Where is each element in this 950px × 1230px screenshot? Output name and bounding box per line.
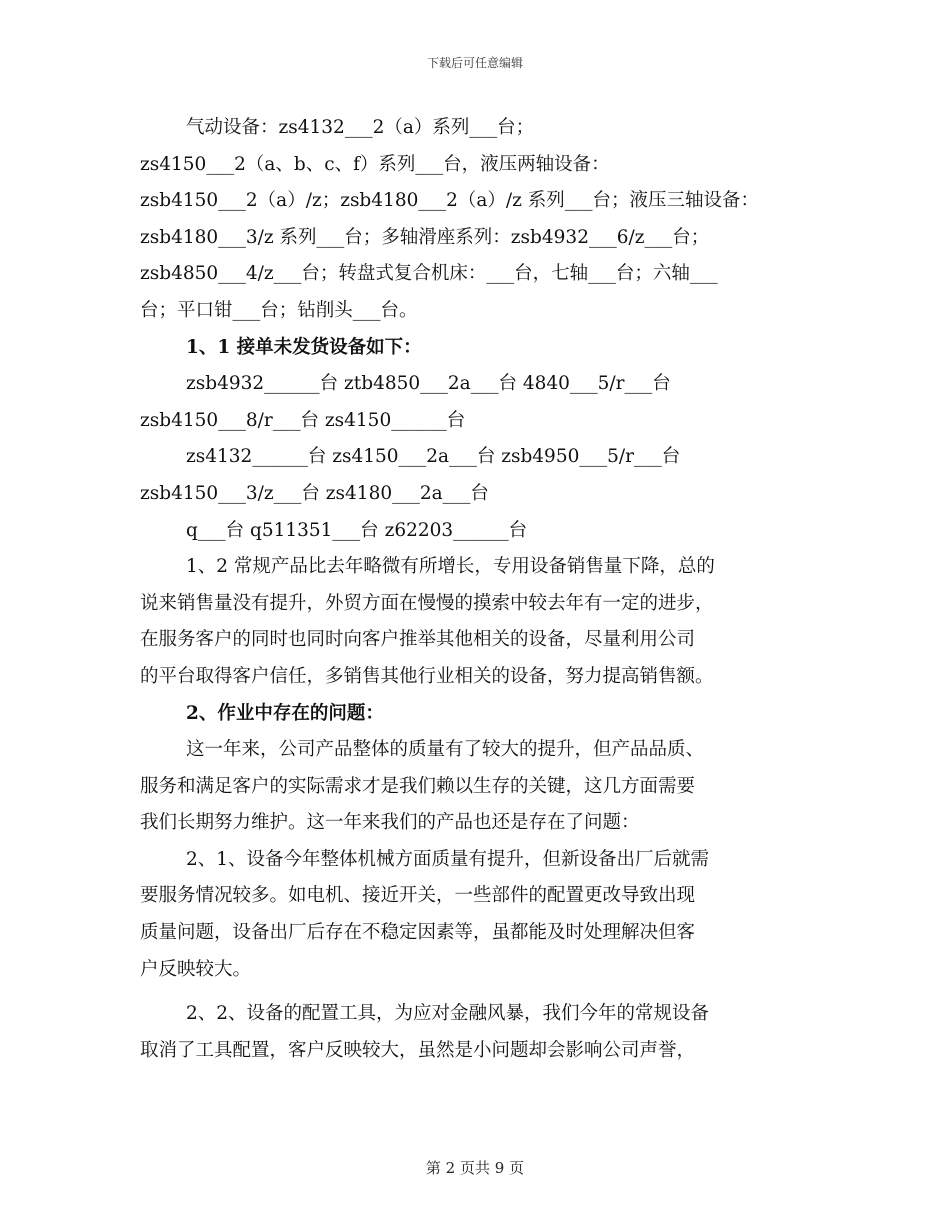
paragraph-line: q___台 q511351___台 z62203______台: [186, 519, 528, 541]
paragraph-line: 2、2、设备的配置工具，为应对金融风暴，我们今年的常规设备: [186, 1003, 710, 1025]
page-header: 下载后可任意编辑: [426, 56, 523, 70]
paragraph-line: zsb4150___8/r___台 zs4150______台: [140, 409, 466, 431]
paragraph-line: 台；平口钳___台；钻削头___台。: [140, 299, 418, 321]
paragraph-line: zsb4150___3/z___台 zs4180___2a___台: [140, 482, 489, 504]
paragraph-line: zsb4150___2（a）/z；zsb4180___2（a）/z 系列___台；液压三轴设备：: [140, 190, 760, 212]
paragraph-line: zsb4180___3/z 系列___台；多轴滑座系列：zsb4932___6/z___台；: [140, 226, 710, 248]
document-body: [140, 110, 820, 1069]
paragraph-line: 我们长期努力维护。这一年来我们的产品也还是存在了问题：: [140, 812, 640, 834]
paragraph-line: 取消了工具配置，客户反映较大，虽然是小问题却会影响公司声誉，: [140, 1039, 696, 1061]
section-heading: 1、1 接单未发货设备如下：: [186, 336, 422, 358]
paragraph-line: 质量问题，设备出厂后存在不稳定因素等，虽都能及时处理解决但客: [140, 922, 696, 944]
paragraph-line: zs4132______台 zs4150___2a___台 zsb4950___5/r___台: [186, 446, 681, 468]
paragraph-line: 2、1、设备今年整体机械方面质量有提升，但新设备出厂后就需: [186, 848, 710, 870]
paragraph-line: 的平台取得客户信任，多销售其他行业相关的设备，努力提高销售额。: [140, 665, 714, 687]
paragraph-gap: [140, 988, 820, 996]
paragraph-line: 要服务情况较多。如电机、接近开关，一些部件的配置更改导致出现: [140, 885, 696, 907]
paragraph-line: 说来销售量没有提升，外贸方面在慢慢的摸索中较去年有一定的进步，: [140, 592, 714, 614]
paragraph-line: zs4150___2（a、b、c、f）系列___台，液压两轴设备：: [140, 153, 610, 175]
paragraph-line: 服务和满足客户的实际需求才是我们赖以生存的关键，这几方面需要: [140, 775, 696, 797]
page-footer: 第 2 页共 9 页: [425, 1159, 525, 1177]
paragraph-line: zsb4932______台 ztb4850___2a___台 4840___5/r___台: [186, 373, 671, 395]
section-heading: 2、作业中存在的问题：: [186, 702, 384, 724]
paragraph-line: zsb4850___4/z___台；转盘式复合机床：___台，七轴___台；六轴___: [140, 263, 718, 285]
paragraph-line: 户反映较大。: [140, 958, 252, 980]
paragraph-line: 气动设备：zs4132___2（a）系列___台；: [186, 117, 535, 138]
paragraph-line: 1、2 常规产品比去年略微有所增长，专用设备销售量下降，总的: [186, 556, 715, 578]
paragraph-line: 这一年来，公司产品整体的质量有了较大的提升，但产品品质、: [186, 739, 705, 761]
paragraph-line: 在服务客户的同时也同时向客户推举其他相关的设备，尽量利用公司: [140, 629, 696, 651]
